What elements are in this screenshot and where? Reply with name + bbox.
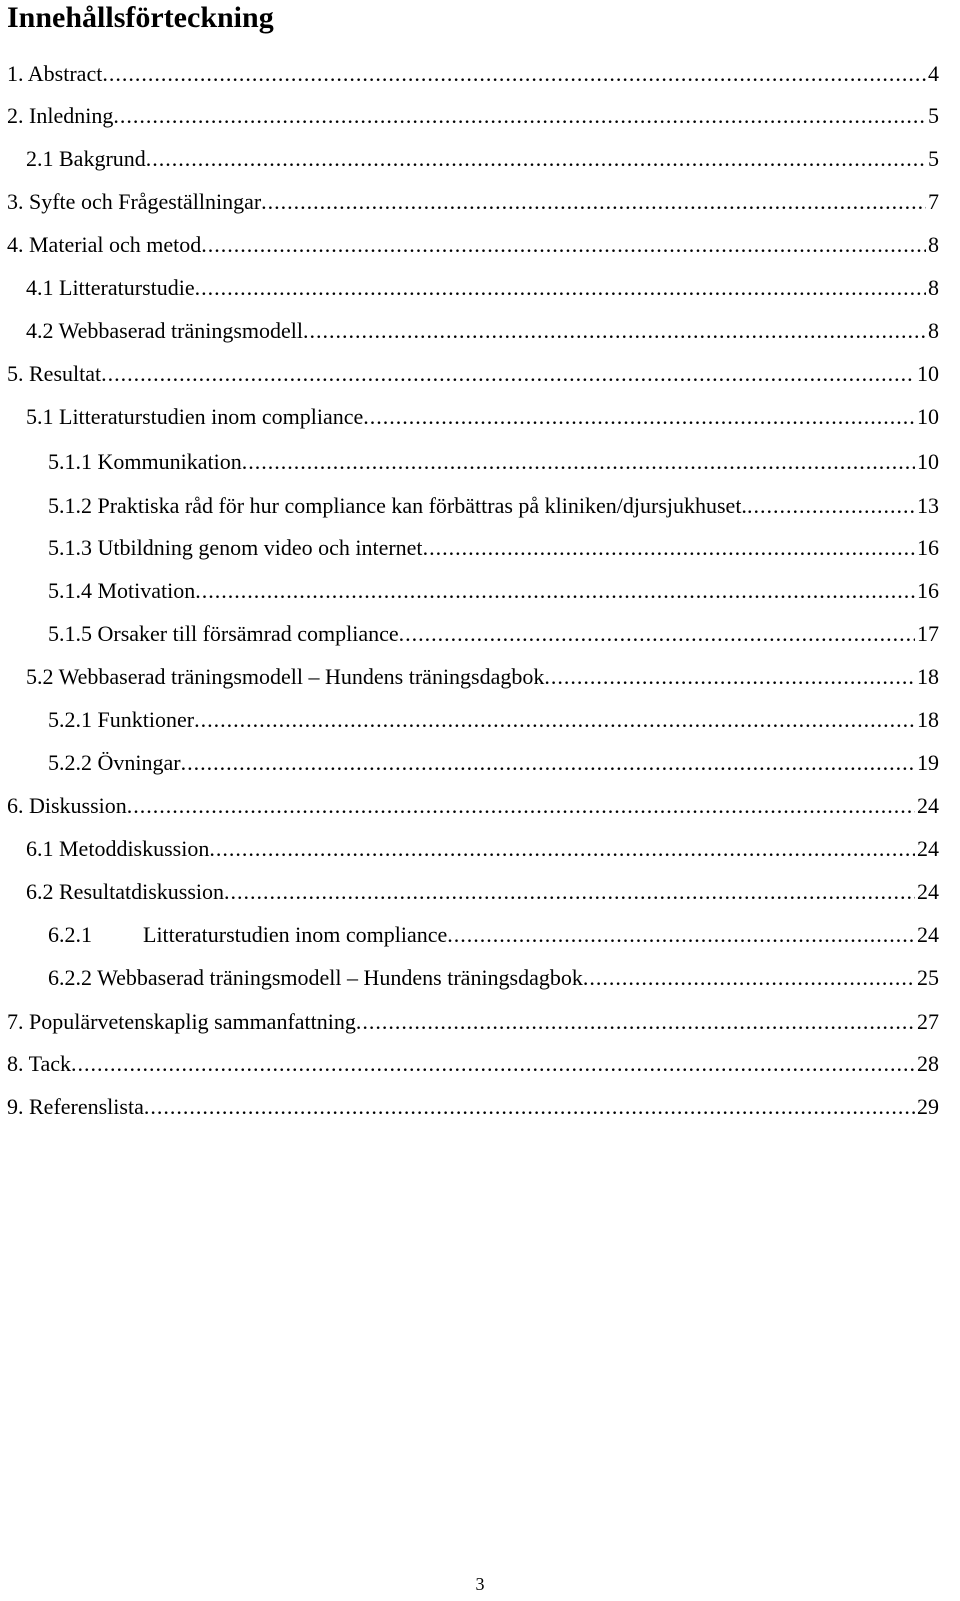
toc-entry-utbildning[interactable]: [48, 526, 939, 562]
toc-entry-page: 18: [917, 707, 939, 732]
toc-entry-page: 29: [917, 1094, 939, 1119]
toc-entry-referenslista[interactable]: [7, 1085, 939, 1121]
toc-entry-abstract[interactable]: [7, 52, 939, 88]
dot-leader: [201, 231, 926, 259]
dot-leader: [363, 403, 915, 431]
toc-entry-litteraturstudien-diskussion[interactable]: [48, 913, 939, 949]
toc-entry-label: 5.1.2 Praktiska råd för hur compliance kan förbättras på kliniken/djursjukhuset.: [48, 493, 747, 518]
dot-leader: [261, 188, 926, 216]
toc-entry-label: 4.1 Litteraturstudie: [26, 275, 195, 300]
toc-entry-label: 6. Diskussion: [7, 793, 127, 818]
toc-entry-label: 5.1.4 Motivation: [48, 578, 196, 603]
toc-entry-inledning[interactable]: [7, 94, 939, 130]
dot-leader: [209, 835, 915, 863]
toc-entry-material-och-metod[interactable]: [7, 223, 939, 259]
toc-entry-page: 8: [928, 232, 939, 257]
dot-leader: [195, 577, 915, 605]
toc-entry-label: 2. Inledning: [7, 103, 114, 128]
toc-entry-label: 7. Populärvetenskaplig sammanfattning: [7, 1009, 356, 1034]
dot-leader: [242, 448, 915, 476]
dot-leader: [113, 102, 926, 130]
toc-entry-label: 5.2.1 Funktioner: [48, 707, 195, 732]
toc-entry-bakgrund[interactable]: [26, 137, 939, 173]
toc-entry-popularvetenskaplig[interactable]: [7, 1000, 939, 1036]
toc-entry-page: 28: [917, 1051, 939, 1076]
toc-entry-page: 24: [917, 836, 939, 861]
toc-entry-tack[interactable]: [7, 1042, 939, 1078]
toc-entry-webbaserad-traningsmodell[interactable]: [26, 309, 939, 345]
toc-entry-label: 8. Tack: [7, 1051, 72, 1076]
toc-entry-label: 1. Abstract: [7, 61, 103, 86]
toc-entry-resultatdiskussion[interactable]: [26, 870, 939, 906]
toc-entry-page: 5: [928, 103, 939, 128]
toc-entry-label: 5. Resultat: [7, 361, 102, 386]
toc-entry-page: 4: [928, 61, 939, 86]
toc-entry-page: 18: [917, 664, 939, 689]
toc-entry-motivation[interactable]: [48, 569, 939, 605]
toc-entry-page: 24: [917, 793, 939, 818]
dot-leader: [423, 534, 915, 562]
dot-leader: [544, 663, 915, 691]
toc-entry-metoddiskussion[interactable]: [26, 827, 939, 863]
toc-entry-ovningar[interactable]: [48, 741, 939, 777]
toc-entry-page: 13: [917, 493, 939, 518]
dot-leader: [101, 360, 915, 388]
toc-entry-label: 2.1 Bakgrund: [26, 146, 146, 171]
toc-entry-litteraturstudien-compliance[interactable]: [26, 395, 939, 431]
toc-entry-page: 17: [917, 621, 939, 646]
dot-leader: [583, 964, 915, 992]
toc-entry-label: 4.2 Webbaserad träningsmodell: [26, 318, 304, 343]
toc-entry-label: 6.2 Resultatdiskussion: [26, 879, 225, 904]
toc-entry-page: 5: [928, 146, 939, 171]
dot-leader: [399, 620, 915, 648]
toc-entry-label: [48, 921, 447, 949]
toc-entry-page: 8: [928, 275, 939, 300]
toc-entry-webbaserad-diskussion[interactable]: [48, 956, 939, 992]
toc-entry-page: 16: [917, 535, 939, 560]
dot-leader: [144, 1093, 915, 1121]
dot-leader: [194, 706, 915, 734]
toc-entry-label: 5.1.1 Kommunikation: [48, 449, 242, 474]
toc-entry-label: 6.1 Metoddiskussion: [26, 836, 210, 861]
toc-entry-label: 5.1.5 Orsaker till försämrad compliance: [48, 621, 399, 646]
dot-leader: [747, 492, 915, 520]
toc-entry-funktioner[interactable]: [48, 698, 939, 734]
toc-entry-title: Litteraturstudien inom compliance: [143, 922, 448, 947]
toc-entry-label: 3. Syfte och Frågeställningar: [7, 189, 262, 214]
toc-entry-page: 8: [928, 318, 939, 343]
toc-entry-page: 19: [917, 750, 939, 775]
toc-entry-label: 5.2 Webbaserad träningsmodell – Hundens träningsdagbok: [26, 664, 545, 689]
dot-leader: [356, 1008, 915, 1036]
dot-leader: [195, 274, 926, 302]
dot-leader: [303, 317, 926, 345]
toc-entry-page: 25: [917, 965, 939, 990]
toc-entry-page: 7: [928, 189, 939, 214]
dot-leader: [146, 145, 926, 173]
dot-leader: [71, 1050, 915, 1078]
toc-entry-number: 6.2.1: [48, 922, 92, 947]
toc-entry-label: 9. Referenslista: [7, 1094, 144, 1119]
toc-entry-hundens-traningsdagbok[interactable]: [26, 655, 939, 691]
toc-heading: Innehållsförteckning: [7, 1, 274, 34]
toc-entry-page: 16: [917, 578, 939, 603]
dot-leader: [224, 878, 915, 906]
toc-entry-resultat[interactable]: [7, 352, 939, 388]
toc-entry-page: 10: [917, 449, 939, 474]
dot-leader: [127, 792, 915, 820]
dot-leader: [447, 921, 915, 949]
toc-entry-syfte[interactable]: [7, 180, 939, 216]
toc-entry-page: 27: [917, 1009, 939, 1034]
toc-entry-page: 10: [917, 404, 939, 429]
page-number: 3: [475, 1574, 485, 1594]
toc-entry-kommunikation[interactable]: [48, 440, 939, 476]
toc-entry-label: 5.1 Litteraturstudien inom compliance: [26, 404, 364, 429]
toc-entry-praktiska-rad[interactable]: [48, 484, 939, 520]
dot-leader: [102, 60, 926, 88]
toc-entry-page: 10: [917, 361, 939, 386]
toc-entry-page: 24: [917, 922, 939, 947]
toc-entry-label: 4. Material och metod: [7, 232, 202, 257]
toc-entry-label: 5.1.3 Utbildning genom video och internet: [48, 535, 423, 560]
toc-entry-litteraturstudie[interactable]: [26, 266, 939, 302]
toc-entry-diskussion[interactable]: [7, 784, 939, 820]
dot-leader: [181, 749, 915, 777]
toc-entry-page: 24: [917, 879, 939, 904]
toc-entry-label: 5.2.2 Övningar: [48, 750, 181, 775]
toc-entry-label: 6.2.2 Webbaserad träningsmodell – Hundens träningsdagbok: [48, 965, 583, 990]
toc-entry-orsaker[interactable]: [48, 612, 939, 648]
